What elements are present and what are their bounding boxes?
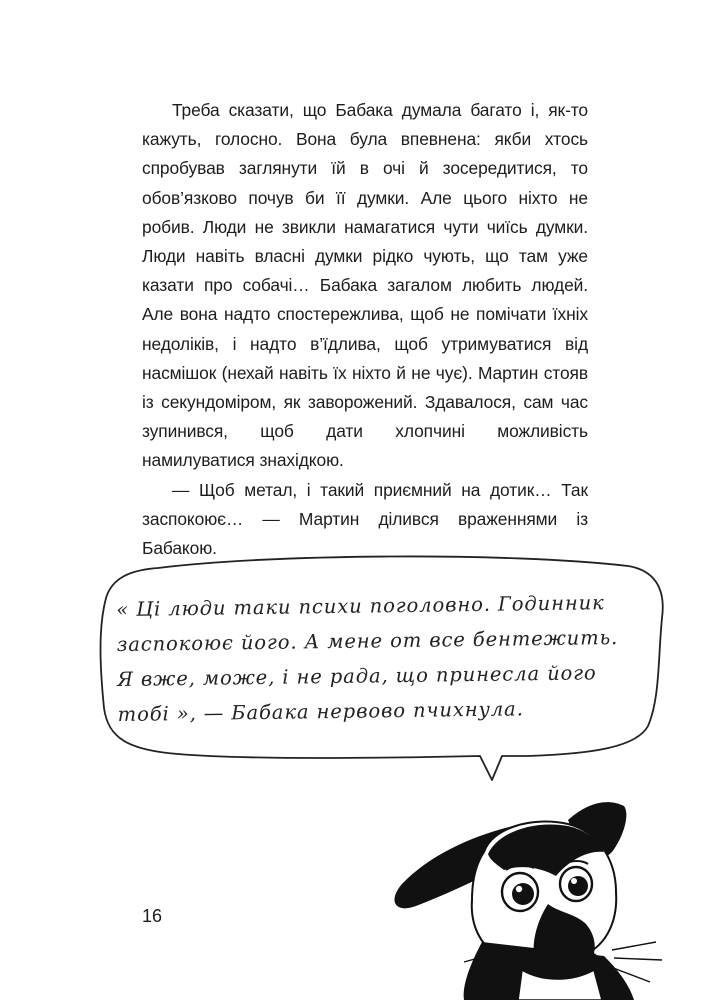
page-number: 16 <box>142 906 163 926</box>
dog-illustration <box>372 792 672 1000</box>
speech-bubble-text: « Ці люди таки психи поголовно. Годинник заспокоює його. А мене от все бентежить. Я вже, може, і не рада, що принесла його тобі », — Бабака нервово пчихнула. <box>116 591 619 726</box>
paragraph: Треба сказати, що Бабака думала багато і, як-то кажуть, голосно. Вона була впевнена: якби хтось спробував заглянути їй в очі й зосередитися, то обов’язково почув би її думки. Але цього ніхто не робив. Люди не звикли намагатися чути чиїсь думки. Люди навіть власні думки рідко чують, що там уже казати про собачі… Бабака загалом любить людей. Але вона надто спостережлива, щоб не помічати їхніх недоліків, і надто в’їдлива, щоб утримуватися від насмішок (нехай навіть їх ніхто й не чує). Мартин стояв із секундоміром, як заворожений. Здавалося, сам час зупинився, щоб дати хлопчині можливість намилуватися знахідкою. <box>142 100 588 471</box>
main-text <box>142 96 588 563</box>
speech-bubble <box>88 548 674 794</box>
paragraph: — Щоб метал, і такий приємний на дотик… Так заспокоює… — Мартин ділився враженнями із Бабакою. <box>142 479 588 559</box>
